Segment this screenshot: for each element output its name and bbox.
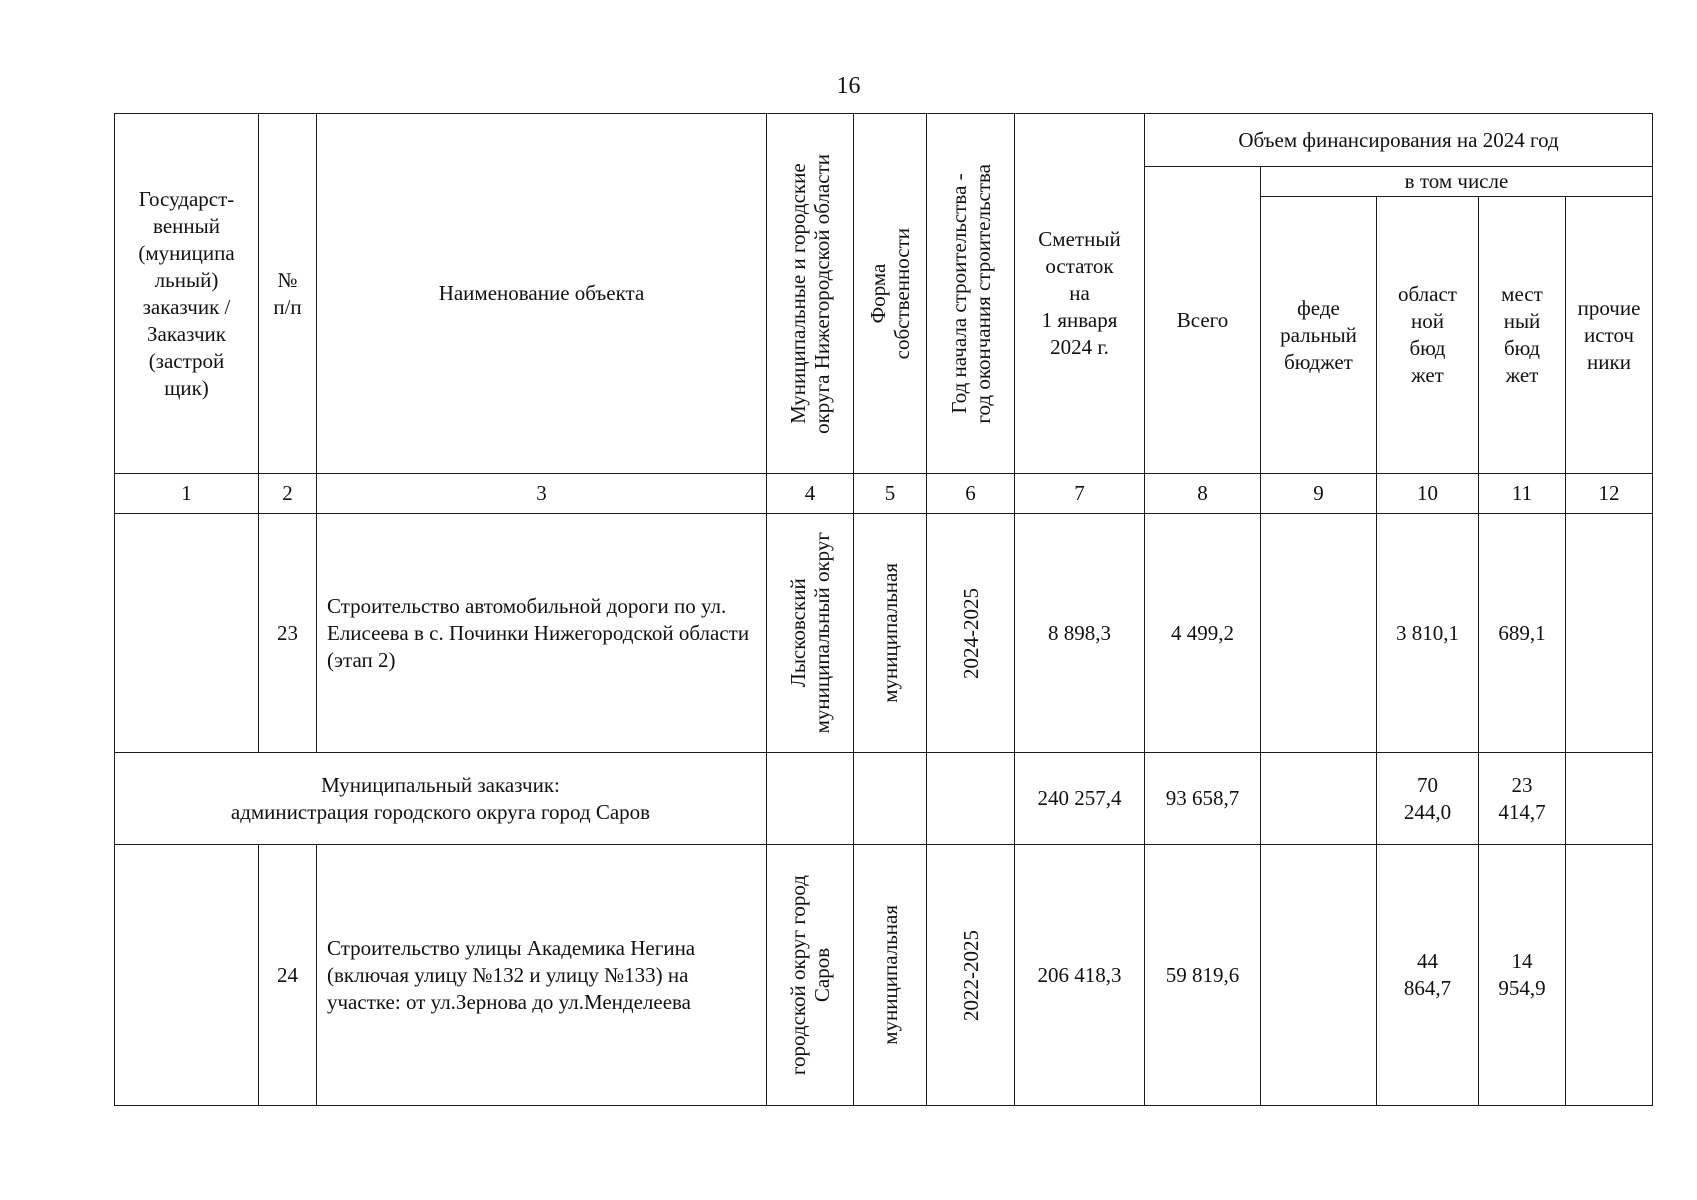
cell-ownership-cell — [854, 845, 927, 1106]
header-other: прочие источ ники — [1566, 197, 1653, 474]
column-number: 6 — [927, 474, 1015, 514]
column-number: 4 — [767, 474, 854, 514]
header-object-name: Наименование объекта — [317, 114, 767, 474]
column-number: 8 — [1145, 474, 1261, 514]
cell-district: городской округ город Саров — [786, 874, 834, 1076]
cell-years: 2024-2025 — [958, 587, 983, 679]
cell-district: Лысковский муниципальный округ — [786, 532, 834, 734]
page-number: 16 — [836, 73, 861, 99]
subtotal-other — [1566, 753, 1653, 845]
cell-other — [1566, 514, 1653, 753]
column-number: 5 — [854, 474, 927, 514]
header-total: Всего — [1145, 167, 1261, 474]
cell-district-cell — [767, 514, 854, 753]
column-number-row — [115, 474, 1653, 514]
column-number: 7 — [1015, 474, 1145, 514]
cell-federal — [1261, 845, 1377, 1106]
header-financing: Объем финансирования на 2024 год — [1145, 114, 1653, 167]
table-row — [115, 845, 1653, 1106]
header-regional: област ной бюд жет — [1377, 197, 1479, 474]
subtotal-label: Муниципальный заказчик: администрация городского округа город Саров — [115, 753, 767, 845]
header-customer: Государст- венный (муниципа льный) заказчик / Заказчик (застрой щик) — [115, 114, 259, 474]
cell-years-cell — [927, 845, 1015, 1106]
cell-number: 23 — [259, 514, 317, 753]
header-ownership: Форма собственности — [866, 227, 914, 360]
header-local: мест ный бюд жет — [1479, 197, 1566, 474]
subtotal-ownership — [854, 753, 927, 845]
cell-customer — [115, 845, 259, 1106]
cell-total: 4 499,2 — [1145, 514, 1261, 753]
cell-years-cell — [927, 514, 1015, 753]
table-row — [115, 514, 1653, 753]
subtotal-row — [115, 753, 1653, 845]
subtotal-district — [767, 753, 854, 845]
column-number: 9 — [1261, 474, 1377, 514]
cell-local: 14 954,9 — [1479, 845, 1566, 1106]
column-number: 1 — [115, 474, 259, 514]
column-number: 3 — [317, 474, 767, 514]
header-district-cell — [767, 114, 854, 474]
cell-regional: 3 810,1 — [1377, 514, 1479, 753]
header-years-cell — [927, 114, 1015, 474]
column-number: 11 — [1479, 474, 1566, 514]
cell-object-name: Строительство автомобильной дороги по ул. Елисеева в с. Починки Нижегородской области (этап 2) — [317, 514, 767, 753]
cell-ownership: муниципальная — [878, 563, 902, 703]
header-ownership-cell — [854, 114, 927, 474]
header-balance: Сметный остаток на 1 января 2024 г. — [1015, 114, 1145, 474]
cell-federal — [1261, 514, 1377, 753]
cell-customer — [115, 514, 259, 753]
financing-table — [114, 113, 1653, 1106]
header-number: № п/п — [259, 114, 317, 474]
header-including: в том числе — [1261, 167, 1653, 197]
column-number: 12 — [1566, 474, 1653, 514]
subtotal-federal — [1261, 753, 1377, 845]
cell-regional: 44 864,7 — [1377, 845, 1479, 1106]
subtotal-balance: 240 257,4 — [1015, 753, 1145, 845]
header-row — [115, 114, 1653, 167]
subtotal-total: 93 658,7 — [1145, 753, 1261, 845]
header-federal: феде ральный бюджет — [1261, 197, 1377, 474]
subtotal-years — [927, 753, 1015, 845]
cell-local: 689,1 — [1479, 514, 1566, 753]
subtotal-regional: 70 244,0 — [1377, 753, 1479, 845]
cell-object-name: Строительство улицы Академика Негина (включая улицу №132 и улицу №133) на участке: от ул.Зернова до ул.Менделеева — [317, 845, 767, 1106]
cell-other — [1566, 845, 1653, 1106]
header-years: Год начала строительства - год окончания строительства — [946, 163, 995, 424]
cell-balance: 8 898,3 — [1015, 514, 1145, 753]
cell-total: 59 819,6 — [1145, 845, 1261, 1106]
subtotal-local: 23 414,7 — [1479, 753, 1566, 845]
header-district: Муниципальные и городские округа Нижегородской области — [786, 153, 834, 434]
cell-ownership-cell — [854, 514, 927, 753]
column-number: 2 — [259, 474, 317, 514]
cell-ownership: муниципальная — [878, 905, 902, 1045]
cell-district-cell — [767, 845, 854, 1106]
column-number: 10 — [1377, 474, 1479, 514]
cell-balance: 206 418,3 — [1015, 845, 1145, 1106]
cell-years: 2022-2025 — [958, 929, 983, 1021]
cell-number: 24 — [259, 845, 317, 1106]
